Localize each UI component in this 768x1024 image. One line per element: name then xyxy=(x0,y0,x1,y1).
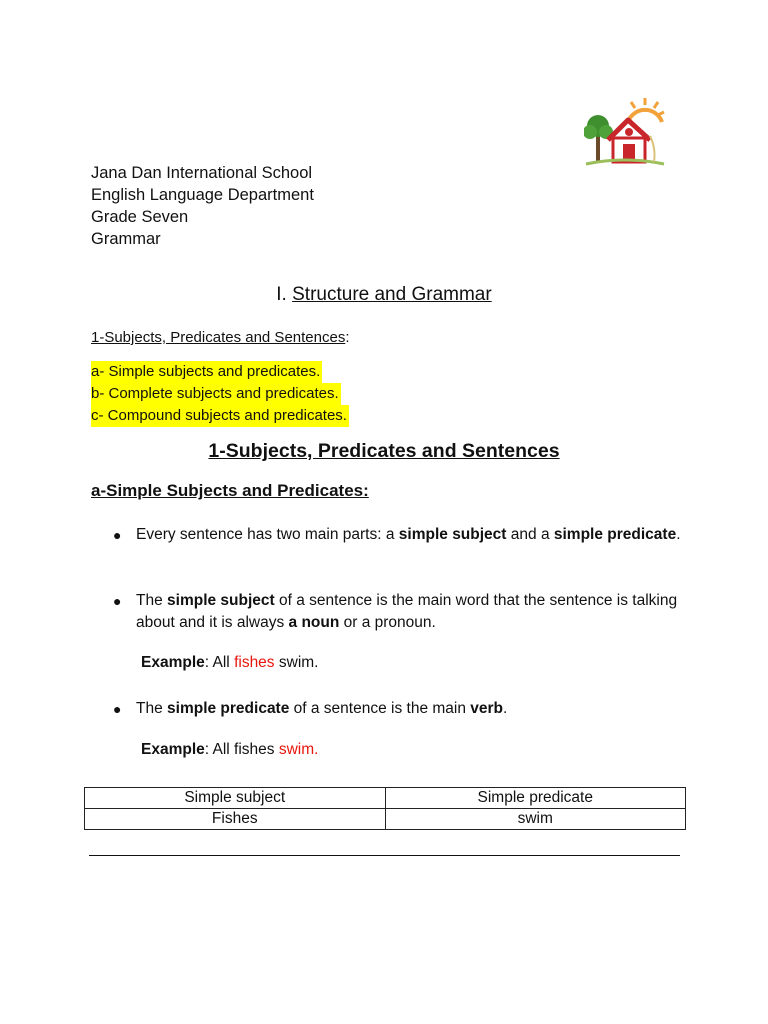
horizontal-divider xyxy=(89,855,680,856)
subject-predicate-table xyxy=(84,787,686,830)
example-line: Example: All fishes swim. xyxy=(141,741,319,758)
section-title xyxy=(0,284,768,306)
section-title-text: Structure and Grammar xyxy=(292,284,492,305)
subject: Grammar xyxy=(91,230,161,248)
bullet-icon: ● xyxy=(113,527,122,543)
table-header-cell: Simple subject xyxy=(85,788,386,809)
bullet-item: ● The simple subject of a sentence is the main word that the sentence is talking about and it is always a noun or a pronoun. xyxy=(113,592,678,631)
bullet-icon: ● xyxy=(113,593,122,609)
example-line: Example: All fishes swim. xyxy=(141,654,319,671)
table-row xyxy=(85,809,686,830)
topic-item: a- Simple subjects and predicates. xyxy=(91,361,322,383)
topics-heading-colon: : xyxy=(345,329,350,346)
topics-heading xyxy=(91,329,350,346)
bullet-item: ● The simple predicate of a sentence is the main verb. xyxy=(113,698,706,720)
example-highlight: swim xyxy=(278,741,315,758)
table-header-cell: Simple predicate xyxy=(385,788,686,809)
topic-list xyxy=(91,361,349,427)
bullet-item: ● Every sentence has two main parts: a simple subject and a simple predicate. xyxy=(113,524,706,546)
topic-item: b- Complete subjects and predicates. xyxy=(91,383,341,405)
topic-item: c- Compound subjects and predicates. xyxy=(91,405,349,427)
sun-icon xyxy=(628,98,664,122)
section-number: I. xyxy=(276,284,287,305)
example-highlight: fishes xyxy=(234,654,275,671)
subsection-heading: a-Simple Subjects and Predicates: xyxy=(91,481,369,500)
school-logo xyxy=(584,96,668,172)
grade: Grade Seven xyxy=(91,208,189,226)
table-cell: swim xyxy=(385,809,686,830)
school-name: Jana Dan International School xyxy=(91,164,313,182)
table-header-row xyxy=(85,788,686,809)
school-header xyxy=(91,162,314,250)
house-icon xyxy=(608,120,650,162)
table-cell: Fishes xyxy=(85,809,386,830)
main-title: 1-Subjects, Predicates and Sentences xyxy=(208,440,560,462)
bullet-icon: ● xyxy=(113,701,122,717)
topics-heading-text: 1-Subjects, Predicates and Sentences xyxy=(91,329,346,346)
department: English Language Department xyxy=(91,186,314,204)
